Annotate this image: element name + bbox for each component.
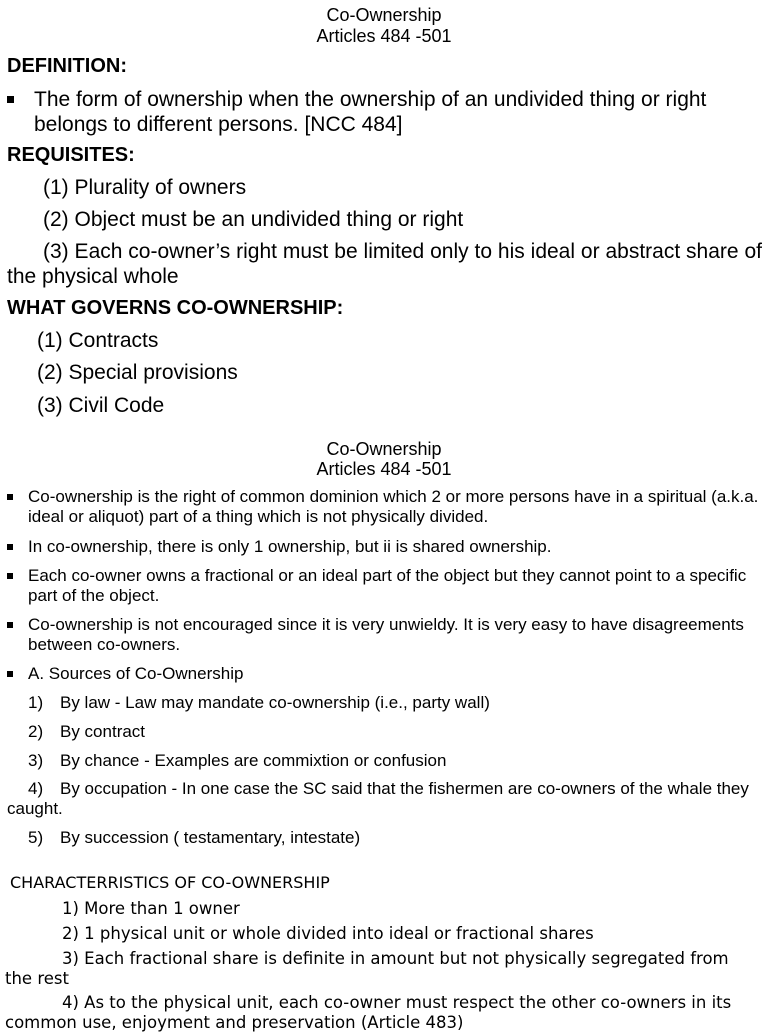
slide-2-subtitle: Articles 484 -501: [316, 459, 452, 479]
slide-1-subtitle: Articles 484 -501: [316, 26, 452, 46]
governs-heading: WHAT GOVERNS CO-OWNERSHIP:: [7, 297, 344, 319]
square-bullet-icon: [7, 494, 13, 500]
list-item: A. Sources of Co-Ownership: [7, 664, 759, 684]
requisite-item: (2) Object must be an undivided thing or right: [43, 208, 464, 231]
source-item: 1) By law - Law may mandate co-ownership (i.e., party wall): [28, 693, 490, 712]
square-bullet-icon: [7, 573, 13, 579]
square-bullet-icon: [7, 671, 13, 677]
characteristic-item: 2) 1 physical unit or whole divided into ideal or fractional shares: [62, 924, 594, 943]
source-item: 4) By occupation - In one case the SC said that the fishermen are co-owners of the whale they caught.: [7, 779, 749, 818]
slide-1-title-block: [0, 5, 768, 47]
requisite-item: (1) Plurality of owners: [43, 176, 247, 199]
governs-item: (1) Contracts: [37, 329, 159, 352]
governs-item: (3) Civil Code: [37, 394, 165, 417]
list-item: Co-ownership is the right of common dominion which 2 or more persons have in a spiritual (a.k.a. ideal or aliquot) part of a thing which is not physically divided.: [7, 487, 759, 527]
source-item: 2) By contract: [28, 722, 146, 741]
definition-bullet: [7, 87, 762, 137]
source-item: 3) By chance - Examples are commixtion or confusion: [28, 751, 447, 770]
slide-2-title-block: [0, 439, 768, 479]
definition-heading: DEFINITION:: [7, 55, 127, 77]
definition-text: The form of ownership when the ownership of an undivided thing or right belongs to different persons. [NCC 484]: [34, 88, 707, 136]
list-item: In co-ownership, there is only 1 ownership, but ii is shared ownership.: [7, 537, 759, 557]
characteristics-heading: CHARACTERRISTICS OF CO-OWNERSHIP: [10, 873, 330, 892]
slide-1-title: Co-Ownership: [326, 5, 442, 25]
characteristic-item: 3) Each fractional share is definite in amount but not physically segregated from the rest: [5, 949, 729, 988]
square-bullet-icon: [7, 622, 13, 628]
requisites-heading: REQUISITES:: [7, 144, 135, 166]
requisite-item: (3) Each co-owner’s right must be limited only to his ideal or abstract share of the physical whole: [7, 240, 762, 288]
square-bullet-icon: [7, 544, 13, 550]
list-item: Each co-owner owns a fractional or an ideal part of the object but they cannot point to a specific part of the object.: [7, 566, 759, 606]
slide-2-title: Co-Ownership: [326, 439, 442, 459]
source-item: 5) By succession ( testamentary, intestate): [28, 828, 361, 847]
governs-item: (2) Special provisions: [37, 361, 238, 384]
square-bullet-icon: [7, 96, 14, 103]
characteristic-item: 4) As to the physical unit, each co-owner must respect the other co-owners in its common use, enjoyment and preservation (Article 483): [5, 993, 732, 1032]
characteristic-item: 1) More than 1 owner: [62, 899, 240, 918]
list-item: Co-ownership is not encouraged since it is very unwieldy. It is very easy to have disagreements between co-owners.: [7, 615, 759, 655]
